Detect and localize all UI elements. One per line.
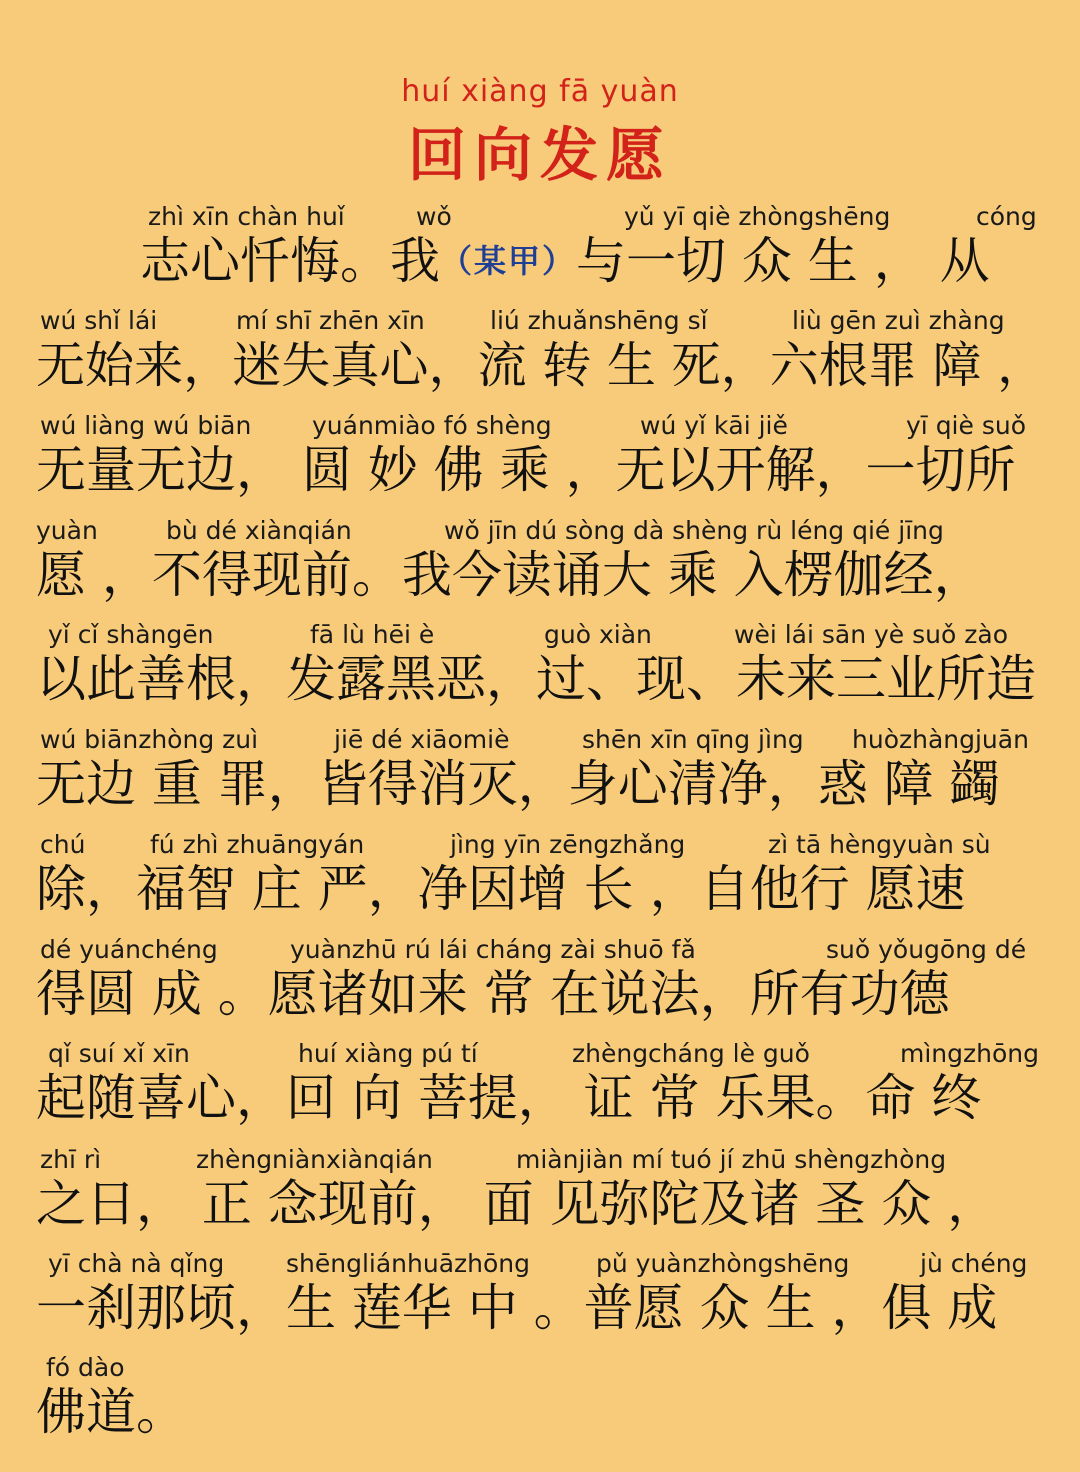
pinyin-group: shēn xīn qīng jìng xyxy=(582,725,804,754)
pinyin-group: wú liàng wú biān xyxy=(40,411,252,440)
pinyin-group: yuàn xyxy=(36,516,98,545)
text-line xyxy=(0,1037,1080,1141)
pinyin-group: mí shī zhēn xīn xyxy=(236,306,425,335)
pinyin-group: suǒ yǒugōng dé xyxy=(826,935,1027,964)
hanzi-line: 一刹那顷，生 莲华 中 。普愿 众 生 ，俱 成 xyxy=(36,1279,998,1337)
pinyin-group: liú zhuǎnshēng sǐ xyxy=(490,306,708,335)
text-line xyxy=(0,200,1080,304)
pinyin-group: bù dé xiànqián xyxy=(166,516,352,545)
text-line xyxy=(0,1351,1080,1455)
pinyin-group: yī qiè suǒ xyxy=(906,411,1026,440)
text-line xyxy=(0,828,1080,932)
pinyin-group: zhèngniànxiànqián xyxy=(196,1145,433,1174)
pinyin-group: miànjiàn mí tuó jí zhū shèngzhòng xyxy=(516,1145,947,1174)
pinyin-group: dé yuánchéng xyxy=(40,935,218,964)
pinyin-group: huí xiàng pú tí xyxy=(298,1039,478,1068)
pinyin-group: chú xyxy=(40,830,86,859)
pinyin-group: wǒ jīn dú sòng dà shèng rù léng qié jīng xyxy=(444,516,944,545)
text-line xyxy=(0,1247,1080,1351)
pinyin-group: wèi lái sān yè suǒ zào xyxy=(734,620,1008,649)
pinyin-group: zì tā hèngyuàn sù xyxy=(768,830,991,859)
hanzi-line: 无量无边， 圆 妙 佛 乘 ，无以开解，一切所 xyxy=(36,441,1016,499)
pinyin-group: yī chà nà qǐng xyxy=(48,1249,225,1278)
pinyin-group: shēngliánhuāzhōng xyxy=(286,1249,531,1278)
text-line xyxy=(0,514,1080,618)
pinyin-group: yuánmiào fó shèng xyxy=(312,411,552,440)
pinyin-group: wú biānzhòng zuì xyxy=(40,725,259,754)
pinyin-group: liù gēn zuì zhàng xyxy=(792,306,1005,335)
pinyin-group: cóng xyxy=(976,202,1037,231)
pinyin-group: huòzhàngjuān xyxy=(852,725,1029,754)
pinyin-group: zhì xīn chàn huǐ xyxy=(148,202,345,231)
pinyin-group: wú shǐ lái xyxy=(40,306,158,335)
hanzi-line: 无边 重 罪，皆得消灭，身心清净，惑 障 蠲 xyxy=(36,755,1000,813)
pinyin-group: pǔ yuànzhòngshēng xyxy=(596,1249,850,1278)
pinyin-group: yuànzhū rú lái cháng zài shuō fǎ xyxy=(290,935,696,964)
pinyin-group: zhèngcháng lè guǒ xyxy=(572,1039,810,1068)
text-line xyxy=(0,304,1080,408)
pinyin-group: fā lù hēi è xyxy=(310,620,435,649)
text-line xyxy=(0,933,1080,1037)
pinyin-group: guò xiàn xyxy=(544,620,652,649)
text-line xyxy=(0,723,1080,827)
pinyin-group: wǒ xyxy=(416,202,452,231)
pinyin-group: fú zhì zhuāngyán xyxy=(150,830,365,859)
pinyin-group: fó dào xyxy=(46,1353,125,1382)
hanzi-line xyxy=(140,230,1046,292)
name-placeholder-note: （某甲） xyxy=(440,242,577,280)
hanzi-segment: 与一切 众 生 ， 从 xyxy=(576,232,990,290)
title: 回向发愿 xyxy=(407,121,672,189)
text-line xyxy=(0,409,1080,513)
pinyin-group: jiē dé xiāomiè xyxy=(334,725,510,754)
pinyin-group: mìngzhōng xyxy=(900,1039,1039,1068)
pinyin-group: zhī rì xyxy=(40,1145,102,1174)
title-pinyin: huí xiàng fā yuàn xyxy=(401,74,679,109)
pinyin-group: wú yǐ kāi jiě xyxy=(640,411,788,440)
hanzi-line: 起随喜心，回 向 菩提， 证 常 乐果。命 终 xyxy=(36,1069,982,1127)
pinyin-group: qǐ suí xǐ xīn xyxy=(48,1039,190,1068)
hanzi-segment: 志心忏悔。我 xyxy=(140,232,440,290)
hanzi-line: 之日， 正 念现前， 面 见弥陀及诸 圣 众 ， xyxy=(36,1175,998,1233)
text-line xyxy=(0,1143,1080,1247)
pinyin-group: yǐ cǐ shàngēn xyxy=(48,620,214,649)
pinyin-group: jìng yīn zēngzhǎng xyxy=(450,830,686,859)
pinyin-group: jù chéng xyxy=(920,1249,1028,1278)
text-line xyxy=(0,618,1080,722)
hanzi-line: 愿 ，不得现前。我今读诵大 乘 入楞伽经， xyxy=(36,546,984,604)
hanzi-line: 除，福智 庄 严，净因增 长 ，自他行 愿速 xyxy=(36,860,966,918)
hanzi-line: 佛道。 xyxy=(36,1383,186,1441)
hanzi-line: 以此善根，发露黑恶，过、现、未来三业所造 xyxy=(36,650,1036,708)
hanzi-line: 无始来，迷失真心，流 转 生 死，六根罪 障 ， xyxy=(36,336,1047,394)
hanzi-line: 得圆 成 。愿诸如来 常 在说法，所有功德 xyxy=(36,965,950,1023)
pinyin-group: yǔ yī qiè zhòngshēng xyxy=(624,202,891,231)
